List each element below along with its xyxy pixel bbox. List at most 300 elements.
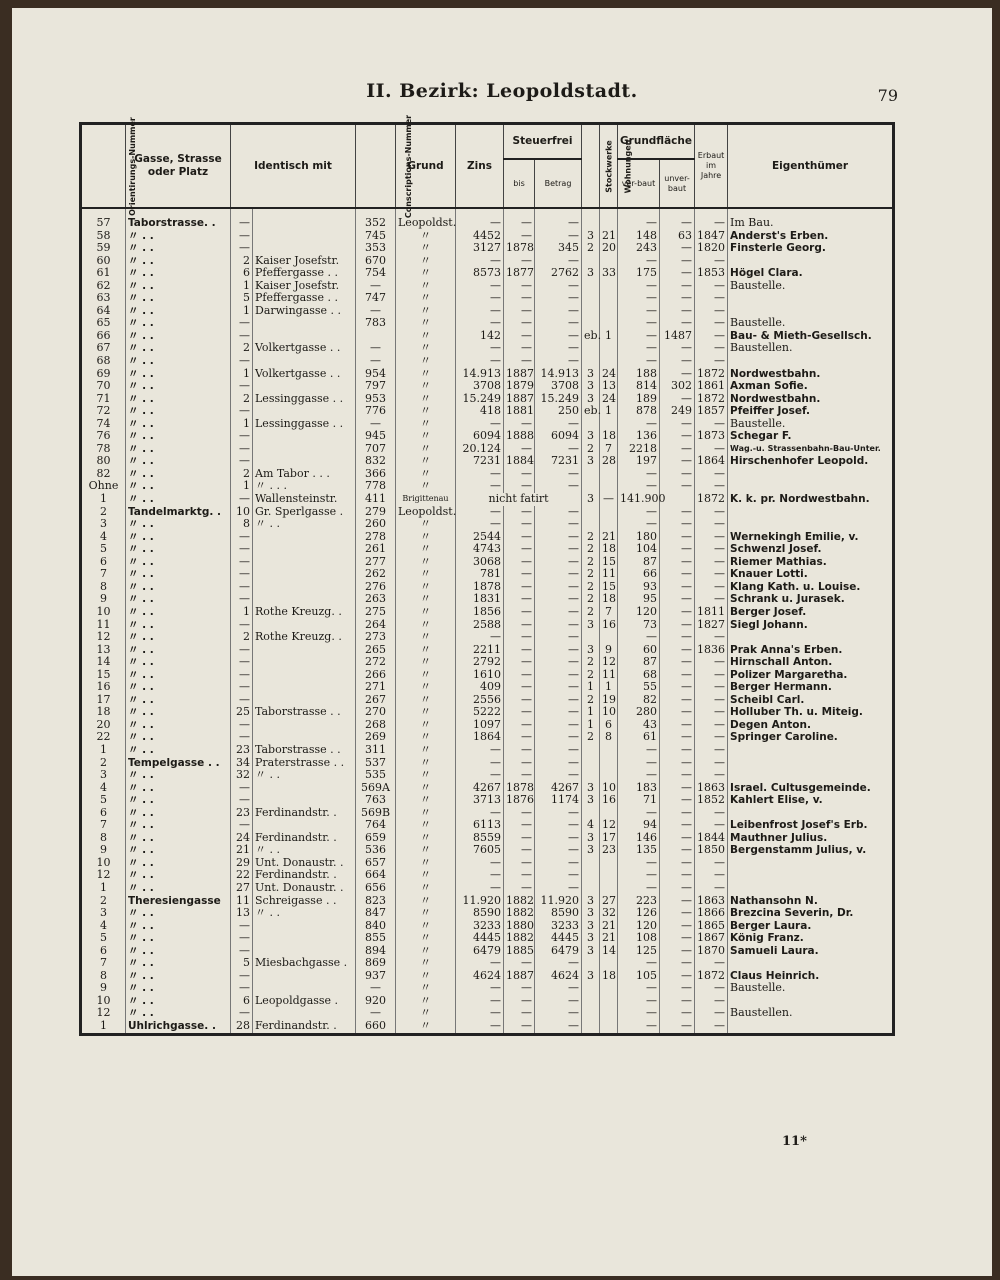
cell-grundflaeche-verbaut: 223 <box>618 895 660 908</box>
cell-grundflaeche-unverbaut: — <box>660 832 695 845</box>
cell-wohnungen: 1 <box>600 405 618 418</box>
cell-gasse: 〃 . . <box>126 242 231 255</box>
cell-identisch-strasse: 〃 . . <box>253 907 356 920</box>
cell-identisch-nummer: 23 <box>231 744 253 757</box>
cell-grundflaeche-unverbaut: — <box>660 882 695 895</box>
cell-grundflaeche-verbaut: — <box>618 1007 660 1020</box>
cell-grund: 〃 <box>396 568 456 581</box>
cell-orientirungs-nummer: 82 <box>81 468 126 481</box>
page-number: 79 <box>877 86 898 105</box>
cell-steuerfrei-betrag: 4445 <box>535 932 582 945</box>
cell-gasse: 〃 . . <box>126 468 231 481</box>
cell-conscriptions-nummer: 260 <box>356 518 396 531</box>
cell-conscriptions-nummer: 267 <box>356 694 396 707</box>
cell-grundflaeche-unverbaut: — <box>660 844 695 857</box>
cell-erbaut-jahr: — <box>695 255 728 268</box>
cell-grundflaeche-verbaut: 43 <box>618 719 660 732</box>
cell-eigenthuemer: Bergenstamm Julius, v. <box>728 844 894 857</box>
cell-stockwerke: 3 <box>582 945 600 958</box>
cell-identisch-strasse <box>253 794 356 807</box>
cell-erbaut-jahr: 1853 <box>695 267 728 280</box>
cell-grund: 〃 <box>396 342 456 355</box>
cell-identisch-nummer: 1 <box>231 280 253 293</box>
cell-orientirungs-nummer: 66 <box>81 330 126 343</box>
cell-steuerfrei-bis: 1884 <box>504 455 535 468</box>
cell-steuerfrei-betrag: — <box>535 982 582 995</box>
cell-stockwerke: 3 <box>582 430 600 443</box>
cell-zins: — <box>456 857 504 870</box>
cell-steuerfrei-betrag: — <box>535 606 582 619</box>
cell-stockwerke: 3 <box>582 230 600 243</box>
cell-gasse: 〃 . . <box>126 393 231 406</box>
cell-eigenthuemer: Riemer Mathias. <box>728 556 894 569</box>
cell-identisch-nummer: 2 <box>231 468 253 481</box>
cell-eigenthuemer: Klang Kath. u. Louise. <box>728 581 894 594</box>
cell-steuerfrei-bis: — <box>504 468 535 481</box>
cell-steuerfrei-betrag: — <box>535 619 582 632</box>
cell-grundflaeche-unverbaut: — <box>660 920 695 933</box>
cell-stockwerke <box>582 355 600 368</box>
cell-grundflaeche-unverbaut: — <box>660 455 695 468</box>
cell-conscriptions-nummer: 535 <box>356 769 396 782</box>
cell-identisch-nummer: — <box>231 455 253 468</box>
cell-identisch-nummer: 1 <box>231 305 253 318</box>
cell-identisch-strasse <box>253 568 356 581</box>
cell-wohnungen: 10 <box>600 782 618 795</box>
cell-identisch-strasse: Ferdinandstr. . <box>253 869 356 882</box>
cell-grundflaeche-verbaut: — <box>618 1020 660 1034</box>
cell-wohnungen <box>600 757 618 770</box>
col-zins: Zins <box>456 124 504 209</box>
cell-steuerfrei-bis: — <box>504 669 535 682</box>
cell-grundflaeche-unverbaut: — <box>660 418 695 431</box>
cell-conscriptions-nummer: 263 <box>356 593 396 606</box>
table-row <box>81 619 894 632</box>
cell-steuerfrei-betrag: 345 <box>535 242 582 255</box>
cell-grundflaeche-verbaut: — <box>618 468 660 481</box>
cell-grundflaeche-verbaut: 82 <box>618 694 660 707</box>
cell-identisch-nummer: — <box>231 945 253 958</box>
cell-steuerfrei-betrag: 15.249 <box>535 393 582 406</box>
cell-zins: — <box>456 1020 504 1034</box>
cell-stockwerke: 3 <box>582 393 600 406</box>
cell-orientirungs-nummer: 10 <box>81 606 126 619</box>
cell-wohnungen: 15 <box>600 556 618 569</box>
cell-identisch-nummer: — <box>231 230 253 243</box>
cell-grundflaeche-unverbaut: — <box>660 719 695 732</box>
cell-eigenthuemer <box>728 769 894 782</box>
cell-steuerfrei-betrag: — <box>535 581 582 594</box>
cell-steuerfrei-bis: 1878 <box>504 782 535 795</box>
cell-gasse: 〃 . . <box>126 869 231 882</box>
cell-gasse: 〃 . . <box>126 706 231 719</box>
col-grundflaeche: Grundfläche <box>618 124 695 160</box>
cell-wohnungen: 12 <box>600 819 618 832</box>
cell-grund: 〃 <box>396 1007 456 1020</box>
cell-wohnungen: 21 <box>600 920 618 933</box>
ledger-page <box>12 8 992 1276</box>
cell-steuerfrei-betrag: — <box>535 995 582 1008</box>
cell-gasse: 〃 . . <box>126 531 231 544</box>
cell-erbaut-jahr: — <box>695 292 728 305</box>
cell-eigenthuemer: Wag.-u. Strassenbahn-Bau-Unter. <box>728 443 894 456</box>
cell-grundflaeche-verbaut: — <box>618 280 660 293</box>
cell-steuerfrei-betrag: — <box>535 681 582 694</box>
cell-grundflaeche-verbaut: — <box>618 506 660 519</box>
cell-wohnungen <box>600 280 618 293</box>
cell-orientirungs-nummer: 10 <box>81 995 126 1008</box>
cell-steuerfrei-bis: — <box>504 644 535 657</box>
cell-gasse: 〃 . . <box>126 920 231 933</box>
cell-grund: Brigittenau <box>396 493 456 506</box>
cell-stockwerke: 3 <box>582 932 600 945</box>
cell-grundflaeche-verbaut: — <box>618 631 660 644</box>
cell-conscriptions-nummer: — <box>356 280 396 293</box>
cell-identisch-strasse <box>253 556 356 569</box>
cell-eigenthuemer: Claus Heinrich. <box>728 970 894 983</box>
cell-wohnungen: 19 <box>600 694 618 707</box>
cell-zins: — <box>456 869 504 882</box>
cell-steuerfrei-bis: — <box>504 531 535 544</box>
cell-identisch-strasse <box>253 970 356 983</box>
cell-conscriptions-nummer: 776 <box>356 405 396 418</box>
cell-wohnungen: 7 <box>600 443 618 456</box>
cell-zins: 3713 <box>456 794 504 807</box>
cell-orientirungs-nummer: 3 <box>81 907 126 920</box>
cell-grund: 〃 <box>396 393 456 406</box>
cell-grundflaeche-verbaut: 104 <box>618 543 660 556</box>
cell-grundflaeche-verbaut: — <box>618 518 660 531</box>
cell-grund: 〃 <box>396 305 456 318</box>
cell-identisch-nummer: — <box>231 694 253 707</box>
cell-identisch-nummer: — <box>231 619 253 632</box>
cell-erbaut-jahr: — <box>695 869 728 882</box>
cell-gasse: 〃 . . <box>126 480 231 493</box>
table-row <box>81 957 894 970</box>
cell-identisch-strasse <box>253 719 356 732</box>
cell-grund: 〃 <box>396 631 456 644</box>
cell-grund: 〃 <box>396 656 456 669</box>
cell-wohnungen: 16 <box>600 619 618 632</box>
cell-steuerfrei-betrag: — <box>535 769 582 782</box>
cell-grundflaeche-verbaut: 87 <box>618 656 660 669</box>
cell-zins: — <box>456 744 504 757</box>
cell-steuerfrei-bis: 1882 <box>504 907 535 920</box>
cell-identisch-nummer: — <box>231 644 253 657</box>
cell-steuerfrei-bis: — <box>504 832 535 845</box>
cell-steuerfrei-betrag: — <box>535 706 582 719</box>
cell-orientirungs-nummer: 80 <box>81 455 126 468</box>
cell-stockwerke: 2 <box>582 581 600 594</box>
cell-grundflaeche-unverbaut: — <box>660 945 695 958</box>
cell-gasse: Uhlrichgasse. . <box>126 1020 231 1034</box>
cell-gasse: Theresiengasse <box>126 895 231 908</box>
cell-wohnungen: 28 <box>600 455 618 468</box>
cell-eigenthuemer <box>728 292 894 305</box>
cell-stockwerke <box>582 769 600 782</box>
cell-wohnungen <box>600 857 618 870</box>
cell-zins: — <box>456 292 504 305</box>
cell-eigenthuemer: K. k. pr. Nordwestbahn. <box>728 493 894 506</box>
cell-zins: 1831 <box>456 593 504 606</box>
cell-identisch-nummer: 2 <box>231 342 253 355</box>
cell-stockwerke: 2 <box>582 606 600 619</box>
table-row <box>81 342 894 355</box>
cell-orientirungs-nummer: 3 <box>81 769 126 782</box>
cell-identisch-strasse: Kaiser Josefstr. <box>253 280 356 293</box>
cell-stockwerke: 3 <box>582 832 600 845</box>
cell-steuerfrei-betrag: — <box>535 631 582 644</box>
cell-erbaut-jahr: 1870 <box>695 945 728 958</box>
table-row <box>81 681 894 694</box>
cell-grundflaeche-verbaut: 188 <box>618 368 660 381</box>
cell-wohnungen: 18 <box>600 430 618 443</box>
cell-steuerfrei-betrag: — <box>535 832 582 845</box>
cell-grund: 〃 <box>396 970 456 983</box>
cell-gasse: 〃 . . <box>126 593 231 606</box>
cell-wohnungen: 20 <box>600 242 618 255</box>
cell-steuerfrei-betrag: — <box>535 957 582 970</box>
cell-zins: 2792 <box>456 656 504 669</box>
cell-steuerfrei-bis: — <box>504 317 535 330</box>
cell-grundflaeche-unverbaut: — <box>660 468 695 481</box>
cell-zins: — <box>456 807 504 820</box>
cell-grundflaeche-unverbaut: — <box>660 957 695 970</box>
cell-erbaut-jahr: — <box>695 681 728 694</box>
cell-zins: 1864 <box>456 731 504 744</box>
cell-orientirungs-nummer: 63 <box>81 292 126 305</box>
cell-identisch-strasse: Rothe Kreuzg. . <box>253 606 356 619</box>
cell-conscriptions-nummer: 894 <box>356 945 396 958</box>
cell-identisch-strasse: Lessinggasse . . <box>253 393 356 406</box>
cell-grundflaeche-unverbaut: — <box>660 543 695 556</box>
cell-steuerfrei-betrag: — <box>535 255 582 268</box>
cell-orientirungs-nummer: 69 <box>81 368 126 381</box>
cell-grund: 〃 <box>396 895 456 908</box>
cell-grund: 〃 <box>396 744 456 757</box>
cell-conscriptions-nummer: 754 <box>356 267 396 280</box>
cell-steuerfrei-bis: — <box>504 807 535 820</box>
cell-eigenthuemer: Kahlert Elise, v. <box>728 794 894 807</box>
cell-orientirungs-nummer: 6 <box>81 945 126 958</box>
cell-conscriptions-nummer: 707 <box>356 443 396 456</box>
cell-gasse: 〃 . . <box>126 669 231 682</box>
cell-identisch-strasse: Miesbachgasse . <box>253 957 356 970</box>
cell-wohnungen: 27 <box>600 895 618 908</box>
cell-grundflaeche-unverbaut: — <box>660 656 695 669</box>
cell-conscriptions-nummer: 569A <box>356 782 396 795</box>
cell-stockwerke: 1 <box>582 706 600 719</box>
cell-grund: 〃 <box>396 443 456 456</box>
col-bis: bis <box>504 159 535 208</box>
cell-orientirungs-nummer: 11 <box>81 619 126 632</box>
cell-grundflaeche-unverbaut: — <box>660 895 695 908</box>
cell-conscriptions-nummer: 840 <box>356 920 396 933</box>
cell-erbaut-jahr: — <box>695 468 728 481</box>
cell-identisch-nummer: — <box>231 593 253 606</box>
cell-identisch-strasse <box>253 355 356 368</box>
cell-grundflaeche-unverbaut: — <box>660 869 695 882</box>
table-row <box>81 518 894 531</box>
cell-grund: 〃 <box>396 543 456 556</box>
cell-stockwerke <box>582 1007 600 1020</box>
cell-identisch-strasse: Gr. Sperlgasse . <box>253 506 356 519</box>
cell-grundflaeche-verbaut: 2218 <box>618 443 660 456</box>
cell-gasse: 〃 . . <box>126 330 231 343</box>
cell-grundflaeche-unverbaut: — <box>660 342 695 355</box>
cell-steuerfrei-bis: — <box>504 694 535 707</box>
cell-identisch-nummer: 29 <box>231 857 253 870</box>
cell-steuerfrei-betrag: 6479 <box>535 945 582 958</box>
cell-stockwerke: 3 <box>582 895 600 908</box>
cell-steuerfrei-betrag: — <box>535 1007 582 1020</box>
cell-stockwerke: 3 <box>582 493 600 506</box>
cell-stockwerke: 2 <box>582 656 600 669</box>
cell-grundflaeche-unverbaut: — <box>660 619 695 632</box>
cell-conscriptions-nummer: 273 <box>356 631 396 644</box>
cell-zins: 3127 <box>456 242 504 255</box>
cell-zins: — <box>456 506 504 519</box>
cell-zins: 6113 <box>456 819 504 832</box>
cell-stockwerke: 2 <box>582 694 600 707</box>
cell-wohnungen <box>600 1007 618 1020</box>
cell-zins: 1097 <box>456 719 504 732</box>
cell-eigenthuemer: Holluber Th. u. Miteig. <box>728 706 894 719</box>
cell-grundflaeche-verbaut: 120 <box>618 606 660 619</box>
cell-orientirungs-nummer: 64 <box>81 305 126 318</box>
cell-grundflaeche-unverbaut: — <box>660 317 695 330</box>
cell-identisch-strasse <box>253 230 356 243</box>
cell-zins: 8573 <box>456 267 504 280</box>
cell-steuerfrei-betrag: — <box>535 656 582 669</box>
cell-gasse: 〃 . . <box>126 882 231 895</box>
col-betrag: Betrag <box>535 159 582 208</box>
cell-orientirungs-nummer: 2 <box>81 895 126 908</box>
cell-grundflaeche-unverbaut: — <box>660 368 695 381</box>
property-register-table <box>79 114 895 1036</box>
cell-erbaut-jahr: — <box>695 443 728 456</box>
cell-conscriptions-nummer: — <box>356 355 396 368</box>
cell-identisch-nummer: 8 <box>231 518 253 531</box>
cell-erbaut-jahr: 1820 <box>695 242 728 255</box>
cell-identisch-strasse <box>253 819 356 832</box>
cell-steuerfrei-betrag: 7231 <box>535 455 582 468</box>
cell-conscriptions-nummer: 847 <box>356 907 396 920</box>
cell-grund: 〃 <box>396 292 456 305</box>
cell-grundflaeche-unverbaut: — <box>660 242 695 255</box>
cell-grundflaeche-verbaut: 71 <box>618 794 660 807</box>
cell-identisch-nummer: — <box>231 380 253 393</box>
cell-conscriptions-nummer: 276 <box>356 581 396 594</box>
cell-erbaut-jahr: — <box>695 208 728 230</box>
cell-orientirungs-nummer: 58 <box>81 230 126 243</box>
cell-eigenthuemer: Anderst's Erben. <box>728 230 894 243</box>
cell-zins: 1856 <box>456 606 504 619</box>
cell-gasse: 〃 . . <box>126 970 231 983</box>
cell-grund: 〃 <box>396 769 456 782</box>
cell-conscriptions-nummer: — <box>356 342 396 355</box>
cell-orientirungs-nummer: 20 <box>81 719 126 732</box>
cell-grund: 〃 <box>396 869 456 882</box>
cell-gasse: 〃 . . <box>126 556 231 569</box>
cell-grund: 〃 <box>396 619 456 632</box>
cell-grundflaeche-unverbaut: — <box>660 794 695 807</box>
col-grund: Grund <box>396 124 456 209</box>
table-row <box>81 907 894 920</box>
cell-eigenthuemer: Bau- & Mieth-Gesellsch. <box>728 330 894 343</box>
cell-zins: — <box>456 255 504 268</box>
cell-stockwerke: 3 <box>582 644 600 657</box>
cell-eigenthuemer <box>728 631 894 644</box>
cell-grund: 〃 <box>396 669 456 682</box>
cell-grund: 〃 <box>396 857 456 870</box>
cell-stockwerke <box>582 995 600 1008</box>
table-row <box>81 543 894 556</box>
cell-orientirungs-nummer: 18 <box>81 706 126 719</box>
cell-wohnungen <box>600 468 618 481</box>
table-row <box>81 869 894 882</box>
cell-grundflaeche-verbaut: — <box>618 744 660 757</box>
cell-steuerfrei-bis: — <box>504 556 535 569</box>
cell-eigenthuemer: Berger Hermann. <box>728 681 894 694</box>
cell-gasse: 〃 . . <box>126 380 231 393</box>
table-row <box>81 932 894 945</box>
cell-steuerfrei-betrag: — <box>535 518 582 531</box>
cell-wohnungen: 14 <box>600 945 618 958</box>
cell-grundflaeche-verbaut: 125 <box>618 945 660 958</box>
cell-grundflaeche-verbaut: 73 <box>618 619 660 632</box>
cell-stockwerke <box>582 468 600 481</box>
cell-eigenthuemer: Prak Anna's Erben. <box>728 644 894 657</box>
cell-identisch-nummer: — <box>231 794 253 807</box>
cell-orientirungs-nummer: 5 <box>81 932 126 945</box>
cell-steuerfrei-betrag: — <box>535 506 582 519</box>
cell-zins: — <box>456 342 504 355</box>
cell-conscriptions-nummer: 763 <box>356 794 396 807</box>
cell-steuerfrei-bis: — <box>504 857 535 870</box>
table-row <box>81 468 894 481</box>
cell-wohnungen <box>600 1020 618 1034</box>
cell-identisch-strasse: Wallensteinstr. <box>253 493 356 506</box>
cell-identisch-strasse: Am Tabor . . . <box>253 468 356 481</box>
cell-stockwerke: 3 <box>582 619 600 632</box>
cell-steuerfrei-betrag: — <box>535 208 582 230</box>
cell-steuerfrei-bis: — <box>504 255 535 268</box>
cell-eigenthuemer: Hirnschall Anton. <box>728 656 894 669</box>
cell-grundflaeche-unverbaut: — <box>660 280 695 293</box>
cell-eigenthuemer <box>728 882 894 895</box>
cell-wohnungen: 11 <box>600 568 618 581</box>
cell-erbaut-jahr: — <box>695 819 728 832</box>
cell-steuerfrei-betrag: — <box>535 305 582 318</box>
cell-grundflaeche-verbaut: 105 <box>618 970 660 983</box>
cell-stockwerke: 2 <box>582 669 600 682</box>
cell-stockwerke: 3 <box>582 782 600 795</box>
cell-erbaut-jahr: 1866 <box>695 907 728 920</box>
table-row <box>81 430 894 443</box>
col-eigenthuemer: Eigenthümer <box>728 124 894 209</box>
cell-steuerfrei-bis: — <box>504 606 535 619</box>
cell-gasse: 〃 . . <box>126 267 231 280</box>
cell-wohnungen: 18 <box>600 970 618 983</box>
cell-identisch-nummer: 13 <box>231 907 253 920</box>
cell-eigenthuemer: Schegar F. <box>728 430 894 443</box>
cell-grund: 〃 <box>396 556 456 569</box>
cell-grund: 〃 <box>396 355 456 368</box>
cell-eigenthuemer: Siegl Johann. <box>728 619 894 632</box>
cell-grundflaeche-unverbaut: — <box>660 208 695 230</box>
cell-orientirungs-nummer: 59 <box>81 242 126 255</box>
